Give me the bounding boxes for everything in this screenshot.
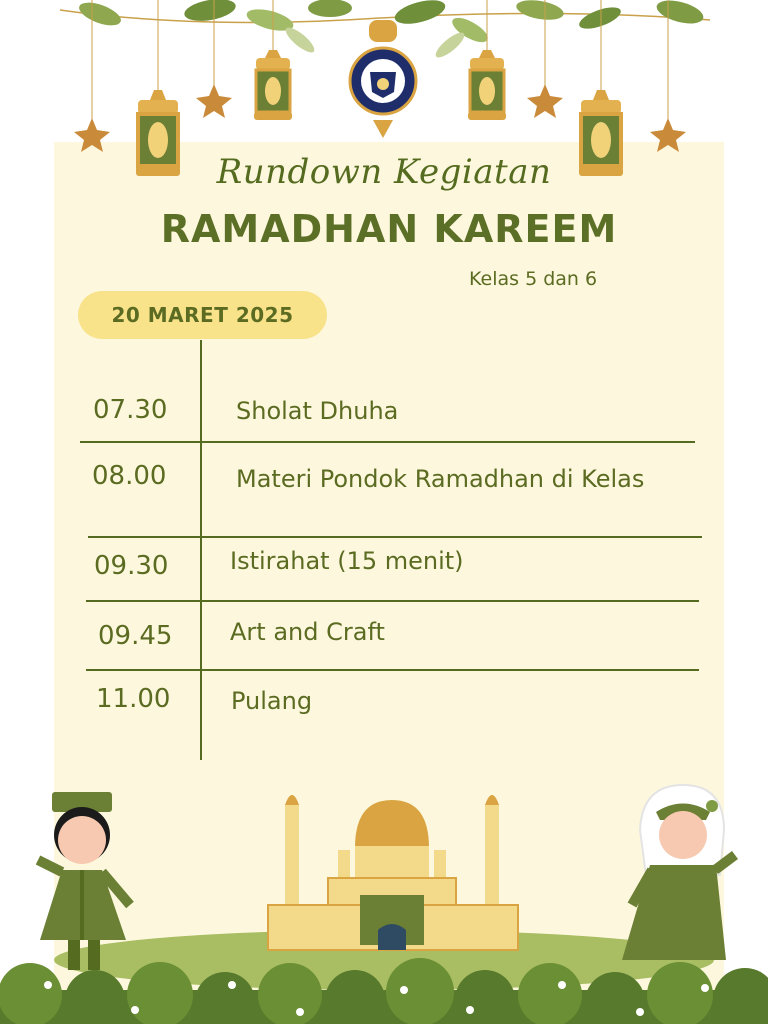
schedule-time: 09.30 <box>94 551 169 581</box>
schedule-time: 09.45 <box>98 621 173 651</box>
date-badge <box>78 291 327 339</box>
schedule-time: 08.00 <box>92 461 167 491</box>
schedule-row-divider <box>80 441 695 443</box>
schedule-divider-vertical <box>200 340 202 760</box>
schedule-row-divider <box>88 536 702 538</box>
schedule-time: 11.00 <box>96 684 171 714</box>
class-subtitle: Kelas 5 dan 6 <box>469 268 598 290</box>
main-title: RAMADHAN KAREEM <box>160 207 618 251</box>
schedule-activity: Materi Pondok Ramadhan di Kelas <box>236 465 645 493</box>
schedule-row-divider <box>86 600 699 602</box>
schedule-row-divider <box>86 669 699 671</box>
schedule-activity: Istirahat (15 menit) <box>230 547 464 575</box>
schedule-activity: Art and Craft <box>230 618 385 646</box>
girl-illustration <box>622 785 735 960</box>
script-title: Rundown Kegiatan <box>216 152 552 192</box>
schedule-time: 07.30 <box>93 395 168 425</box>
schedule-activity: Pulang <box>231 687 313 715</box>
schedule-activity: Sholat Dhuha <box>236 397 399 425</box>
school-logo-icon <box>350 48 416 114</box>
date-text: 20 MARET 2025 <box>111 303 294 327</box>
mosque-illustration <box>54 795 714 990</box>
